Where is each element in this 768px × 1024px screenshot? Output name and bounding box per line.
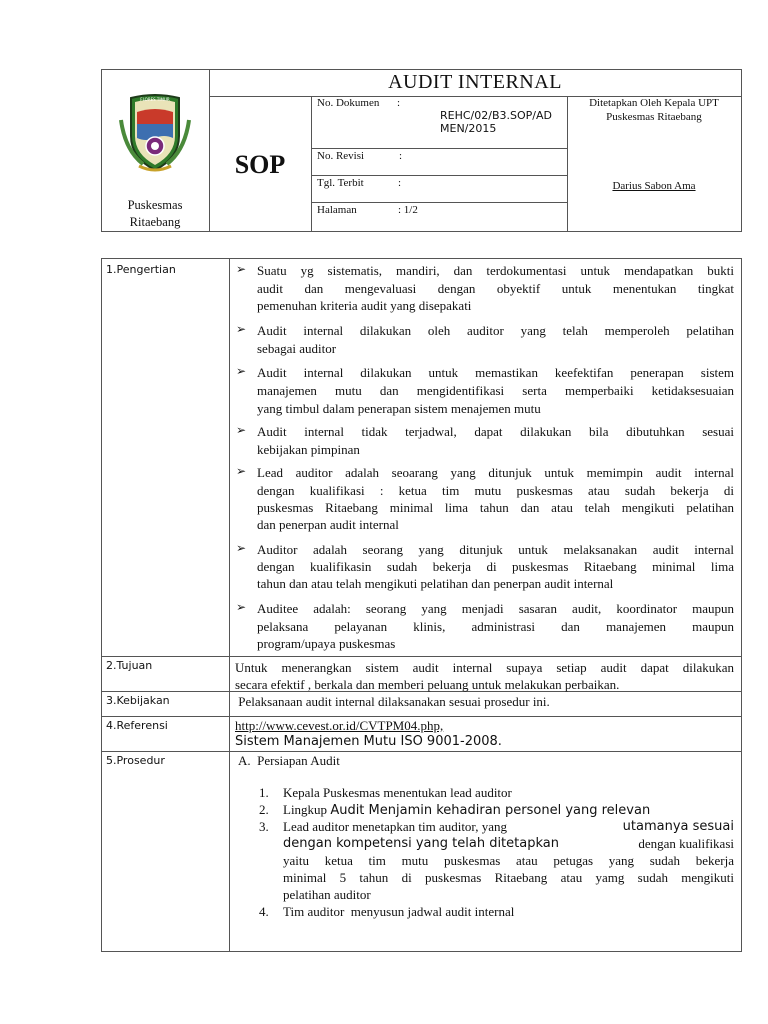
signatory-name: Darius Sabon Ama: [612, 180, 696, 192]
step-3-line2: [283, 835, 734, 854]
tujuan-line1: Untuk menerangkan sistem audit internal supaya setiap audit dapat dilakukan: [235, 660, 734, 675]
pengertian-item-2-line1: Audit internal dilakukan oleh auditor yang telah memperoleh pelatihan: [257, 323, 734, 338]
pengertian-item-3-line3: yang timbul dalam penerapan sistem menajemen mutu: [257, 401, 541, 416]
step-number: 1.: [259, 785, 269, 800]
step-3-line2-b: dengan kualifikasi: [638, 836, 734, 851]
pengertian-item-4-line1: Audit internal tidak terjadwal, dapat dilakukan bila dibutuhkan sesuai: [257, 424, 734, 439]
kebijakan-text: Pelaksanaan audit internal dilaksanakan sesuai prosedur ini.: [235, 694, 550, 709]
pengertian-item-1-line2: audit dan mengevaluasi dengan obyektif untuk menentukan tingkat: [257, 281, 734, 296]
org-name-line2: Ritaebang: [129, 215, 181, 229]
section-label-tujuan: 2.Tujuan: [106, 659, 153, 672]
tgl-terbit-label: Tgl. Terbit: [317, 177, 364, 189]
prosedur-sub-heading: A. Persiapan Audit: [238, 753, 340, 768]
pengertian-item-4-line2: kebijakan pimpinan: [257, 442, 360, 457]
arrow-bullet-icon: ➢: [236, 262, 247, 276]
arrow-bullet-icon: ➢: [236, 464, 247, 478]
step-3-line4: minimal 5 tahun di puskesmas Ritaebang atau yamg sudah mengikuti: [283, 870, 734, 885]
arrow-bullet-icon: ➢: [236, 423, 247, 437]
logo-banner-text: FLORES TIMUR: [140, 97, 170, 102]
step-3-line2-a: dengan kompetensi yang telah ditetapkan: [283, 836, 559, 851]
pengertian-item-1-line3: pemenuhan kriteria audit yang disepakati: [257, 298, 472, 313]
document-title: AUDIT INTERNAL: [388, 71, 562, 93]
puskesmas-logo: [117, 90, 193, 174]
sop-label: SOP: [234, 150, 286, 179]
no-dokumen-colon: :: [397, 97, 401, 109]
section-label-pengertian: 1.Pengertian: [106, 263, 176, 276]
tgl-terbit-colon: :: [398, 177, 402, 189]
step-3-line1-a: Lead auditor menetapkan tim auditor, yang: [283, 819, 508, 834]
step-number: 2.: [259, 802, 269, 817]
pengertian-item-5-line3: puskesmas Ritaebang minimal lima tahun dan atau telah mengikuti pelatihan: [257, 500, 734, 515]
step-1-text: Kepala Puskesmas menentukan lead auditor: [283, 785, 512, 800]
step-3-line3: yaitu ketua tim mutu puskesmas atau petugas yang sudah bekerja: [283, 853, 734, 868]
halaman-label: Halaman: [317, 204, 357, 216]
no-dokumen-label: No. Dokumen: [317, 97, 380, 109]
pengertian-item-3-line1: Audit internal dilakukan untuk memastikan keefektifan penerapan sistem: [257, 365, 734, 380]
pengertian-item-5-line4: dan penerpan audit internal: [257, 517, 399, 532]
referensi-text: Sistem Manajemen Mutu ISO 9001-2008.: [235, 734, 502, 749]
section-label-kebijakan: 3.Kebijakan: [106, 694, 170, 707]
pengertian-item-7-line3: program/upaya puskesmas: [257, 636, 396, 651]
pengertian-item-6-line1: Auditor adalah seorang yang ditunjuk untuk melaksanakan audit internal: [257, 542, 734, 557]
org-name-line1: Puskesmas: [127, 198, 183, 212]
referensi-link[interactable]: http://www.cevest.or.id/CVTPM04.php,: [235, 718, 444, 733]
pengertian-item-5-line2: dengan kualifikasi : ketua tim mutu puskesmas atau sudah bekerja di: [257, 483, 734, 498]
arrow-bullet-icon: ➢: [236, 322, 247, 336]
pengertian-item-2-line2: sebagai auditor: [257, 341, 337, 356]
halaman-value: : 1/2: [398, 204, 418, 216]
pengertian-item-6-line3: tahun dan atau telah mengikuti pelatihan dan penerpan audit internal: [257, 576, 614, 591]
pengertian-item-1-line1: Suatu yg sistematis, mandiri, dan terdokumentasi untuk mendapatkan bukti: [257, 263, 734, 278]
arrow-bullet-icon: ➢: [236, 541, 247, 555]
pengertian-item-5-line1: Lead auditor adalah seoarang yang ditunjuk untuk memimpin audit internal: [257, 465, 734, 480]
step-3-line5: pelatihan auditor: [283, 887, 371, 902]
no-revisi-label: No. Revisi: [317, 150, 365, 162]
pengertian-item-3-line2: manajemen mutu dan mengidentifikasi serta memperbaiki ketidaksesuaian: [257, 383, 734, 398]
arrow-bullet-icon: ➢: [236, 364, 247, 378]
step-number: 4.: [259, 904, 269, 919]
pengertian-item-7-line2: pelaksana pelayanan klinis, administrasi dan manajemen maupun: [257, 619, 734, 634]
no-revisi-colon: :: [399, 150, 403, 162]
tujuan-line2: secara efektif , berkala dan memberi peluang untuk melakukan perbaikan.: [235, 677, 620, 692]
step-2-text-b: Audit Menjamin kehadiran personel yang relevan: [330, 803, 651, 818]
step-number: 3.: [259, 819, 269, 834]
ditetapkan-line2: Puskesmas Ritaebang: [606, 111, 702, 123]
section-label-prosedur: 5.Prosedur: [106, 754, 165, 767]
pengertian-item-6-line2: dengan kualifikasin sudah bekerja di puskesmas Ritaebang minimal lima: [257, 559, 734, 574]
step-4-text: Tim auditor menyusun jadwal audit internal: [283, 904, 515, 919]
pengertian-item-7-line1: Auditee adalah: seorang yang menjadi sasaran audit, koordinator maupun: [257, 601, 734, 616]
arrow-bullet-icon: ➢: [236, 600, 247, 614]
step-2-text-a: Lingkup: [283, 802, 331, 817]
no-dokumen-value-2: MEN/2015: [440, 122, 497, 135]
step-3-line1: [283, 818, 734, 837]
ditetapkan-line1: Ditetapkan Oleh Kepala UPT: [589, 97, 719, 109]
section-label-referensi: 4.Referensi: [106, 719, 168, 732]
no-dokumen-value-1: REHC/02/B3.SOP/AD: [440, 109, 552, 122]
step-3-line1-b: utamanya sesuai: [622, 819, 734, 834]
